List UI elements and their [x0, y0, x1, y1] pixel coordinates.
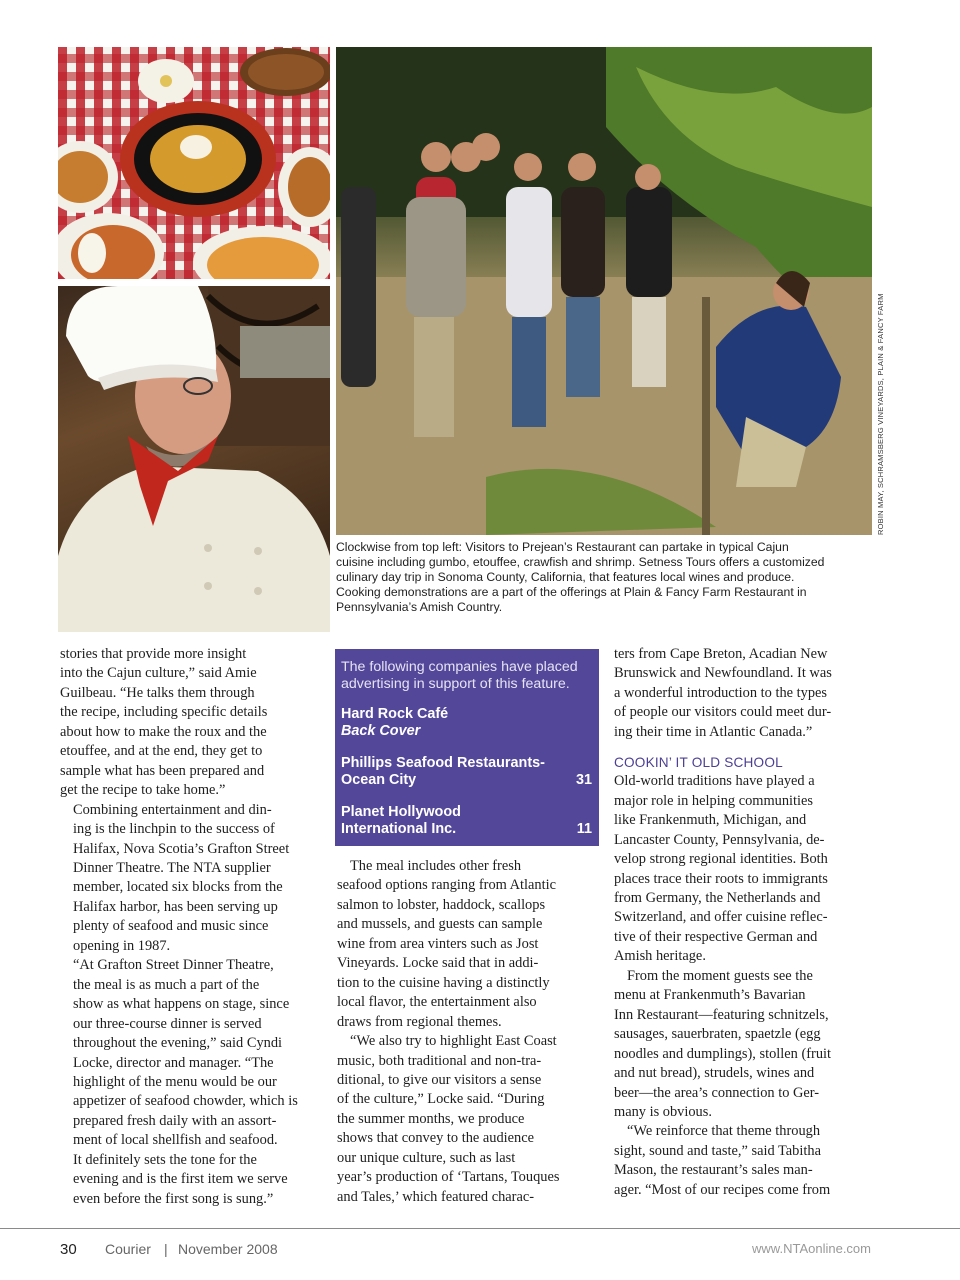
text-line: salmon to lobster, haddock, scallops [337, 896, 546, 913]
advertiser-name: Phillips Seafood Restaurants- [341, 755, 545, 771]
text-line: noodles and dumplings), stollen (fruit [614, 1045, 832, 1062]
text-line: the summer months, we produce [337, 1110, 525, 1127]
text-line: etouffee, and at the end, they get to [60, 743, 263, 760]
text-line: Old-world traditions have played a [614, 773, 815, 790]
text-line: and nut bread), strudels, wines and [614, 1065, 815, 1082]
text-line: opening in 1987. [73, 937, 171, 954]
text-line: sausages, sauerbraten, spaetzle (egg [614, 1026, 821, 1043]
website-link[interactable]: www.NTAonline.com [752, 1241, 871, 1256]
text-line: our unique culture, such as last [337, 1149, 516, 1166]
paragraph [60, 956, 322, 1209]
text-line: ditional, to give our visitors a sense [337, 1071, 542, 1088]
text-line: Guilbeau. “He talks them through [60, 684, 255, 701]
text-line: menu at Frankenmuth’s Bavarian [614, 987, 806, 1004]
text-line: ing their time in Atlantic Canada.” [614, 723, 813, 740]
text-line: Vineyards. Locke said that in addi- [337, 955, 539, 972]
article-column-2 [337, 857, 599, 1207]
text-line: and Tales,’ which featured charac- [337, 1188, 535, 1205]
text-line: major role in helping communities [614, 792, 814, 809]
text-line: beer—the area’s connection to Ger- [614, 1084, 820, 1101]
photo-credit: ROBIN MAY, SCHRAMSBERG VINEYARDS, PLAIN & FANCY FARM [876, 293, 885, 535]
cajun-food-illustration [58, 47, 330, 279]
magazine-name: Courier [105, 1241, 151, 1257]
advertiser-entry[interactable] [341, 755, 592, 788]
advertiser-page: 11 [576, 820, 592, 837]
text-line: member, located six blocks from the [73, 879, 283, 896]
caption-line: Pennsylvania’s Amish Country. [336, 600, 503, 614]
paragraph [60, 801, 322, 957]
text-line: of people our visitors could meet dur- [614, 704, 832, 721]
text-line: wine from area vinters such as Jost [337, 935, 539, 952]
paragraph [337, 1032, 599, 1207]
footer-divider [0, 1228, 960, 1229]
text-line: “We reinforce that theme through [627, 1123, 821, 1140]
intro-line: The following companies have placed [341, 659, 578, 675]
advertiser-location: Back Cover [341, 722, 421, 739]
paragraph [614, 772, 874, 967]
text-line: sight, sound and taste,” said Tabitha [614, 1142, 821, 1159]
paragraph [614, 645, 874, 742]
text-line: from Germany, the Netherlands and [614, 889, 821, 906]
text-line: Locke, director and manager. “The [73, 1054, 274, 1071]
advertiser-box [335, 649, 599, 846]
issue-date: November 2008 [178, 1241, 278, 1257]
text-line: shows that convey to the audience [337, 1130, 535, 1147]
text-line: It definitely sets the tone for the [73, 1151, 257, 1168]
text-line: seafood options ranging from Atlantic [337, 877, 557, 894]
vineyard-illustration [336, 47, 872, 535]
text-line: tive of their respective German and [614, 928, 818, 945]
text-line: Combining entertainment and din- [73, 801, 272, 818]
page-number: 30 [60, 1241, 77, 1258]
text-line: ters from Cape Breton, Acadian New [614, 646, 828, 662]
text-line: Inn Restaurant—featuring schnitzels, [614, 1006, 829, 1023]
text-line: show as what happens on stage, since [73, 996, 290, 1013]
text-line: Switzerland, and offer cuisine reflec- [614, 909, 828, 926]
text-line: places trace their roots to immigrants [614, 870, 828, 887]
text-line: Halifax harbor, has been serving up [73, 898, 278, 915]
text-line: our three-course dinner is served [73, 1015, 262, 1032]
article-column-3 [614, 645, 874, 1200]
text-line: draws from regional themes. [337, 1013, 502, 1030]
article-column-1 [60, 645, 322, 1209]
chef-illustration [58, 286, 330, 632]
text-line: into the Cajun culture,” said Amie [60, 665, 257, 682]
text-line: local flavor, the entertainment also [337, 994, 537, 1011]
text-line: many is obvious. [614, 1103, 712, 1120]
text-line: Amish heritage. [614, 948, 706, 965]
vineyard-tour-photo [336, 47, 872, 535]
text-line: plenty of seafood and music since [73, 918, 269, 935]
advertiser-entry[interactable] [341, 804, 592, 837]
text-line: stories that provide more insight [60, 646, 247, 662]
text-line: and mussels, and guests can sample [337, 916, 543, 933]
text-line: sample what has been prepared and [60, 762, 265, 779]
text-line: about how to make the roux and the [60, 723, 267, 740]
paragraph [337, 857, 599, 1032]
text-line: appetizer of seafood chowder, which is [73, 1093, 298, 1110]
chef-photo [58, 286, 330, 632]
text-line: The meal includes other fresh [350, 858, 522, 874]
advertiser-name: Planet Hollywood [341, 804, 461, 820]
text-line: ing is the linchpin to the success of [73, 821, 275, 838]
text-line: throughout the evening,” said Cyndi [73, 1035, 283, 1052]
paragraph [614, 967, 874, 1123]
advertiser-entry[interactable] [341, 706, 592, 739]
text-line: velop strong regional identities. Both [614, 851, 828, 868]
caption-line: Cooking demonstrations are a part of the offerings at Plain & Fancy Farm Restaurant in [336, 585, 807, 599]
paragraph [614, 1122, 874, 1200]
text-line: year’s production of ‘Tartans, Touques [337, 1169, 560, 1186]
text-line: of the culture,” Locke said. “During [337, 1091, 545, 1108]
caption-line: cuisine including gumbo, etouffee, crawfish and shrimp. Setness Tours offers a customized [336, 555, 825, 569]
text-line: the recipe, including specific details [60, 704, 268, 721]
section-subheading: COOKIN’ IT OLD SCHOOL [614, 755, 783, 771]
text-line: prepared fresh daily with an assort- [73, 1112, 277, 1129]
text-line: even before the first song is sung.” [73, 1190, 274, 1207]
text-line: evening and is the first item we serve [73, 1171, 288, 1188]
text-line: highlight of the menu would be our [73, 1073, 277, 1090]
advertiser-box-intro [341, 659, 592, 692]
caption-line: culinary day trip in Sonoma County, California, that features local wines and produce. [336, 570, 795, 584]
advertiser-page: 31 [575, 771, 592, 788]
photo-caption [336, 540, 876, 615]
text-line: Dinner Theatre. The NTA supplier [73, 859, 271, 876]
cajun-food-photo [58, 47, 330, 279]
text-line: From the moment guests see the [627, 967, 813, 984]
text-line: Mason, the restaurant’s sales man- [614, 1162, 813, 1179]
text-line: “At Grafton Street Dinner Theatre, [73, 957, 274, 974]
advertiser-name: Ocean City [341, 771, 417, 788]
text-line: a wonderful introduction to the types [614, 684, 828, 701]
text-line: ment of local shellfish and seafood. [73, 1132, 278, 1149]
text-line: get the recipe to take home.” [60, 782, 226, 799]
intro-line: advertising in support of this feature. [341, 675, 570, 692]
caption-line: Clockwise from top left: Visitors to Prejean’s Restaurant can partake in typical Cajun [336, 540, 789, 554]
text-line: the meal is as much a part of the [73, 976, 260, 993]
text-line: Halifax, Nova Scotia’s Grafton Street [73, 840, 290, 857]
paragraph [60, 645, 322, 801]
text-line: tion to the cuisine having a distinctly [337, 974, 550, 991]
text-line: Brunswick and Newfoundland. It was [614, 665, 832, 682]
advertiser-name: International Inc. [341, 820, 457, 837]
text-line: Lancaster County, Pennsylvania, de- [614, 831, 825, 848]
text-line: “We also try to highlight East Coast [350, 1033, 557, 1050]
text-line: music, both traditional and non-tra- [337, 1052, 542, 1069]
footer-separator: | [164, 1241, 168, 1257]
advertiser-name: Hard Rock Café [341, 706, 449, 722]
text-line: ager. “Most of our recipes come from [614, 1181, 831, 1198]
text-line: like Frankenmuth, Michigan, and [614, 812, 807, 829]
